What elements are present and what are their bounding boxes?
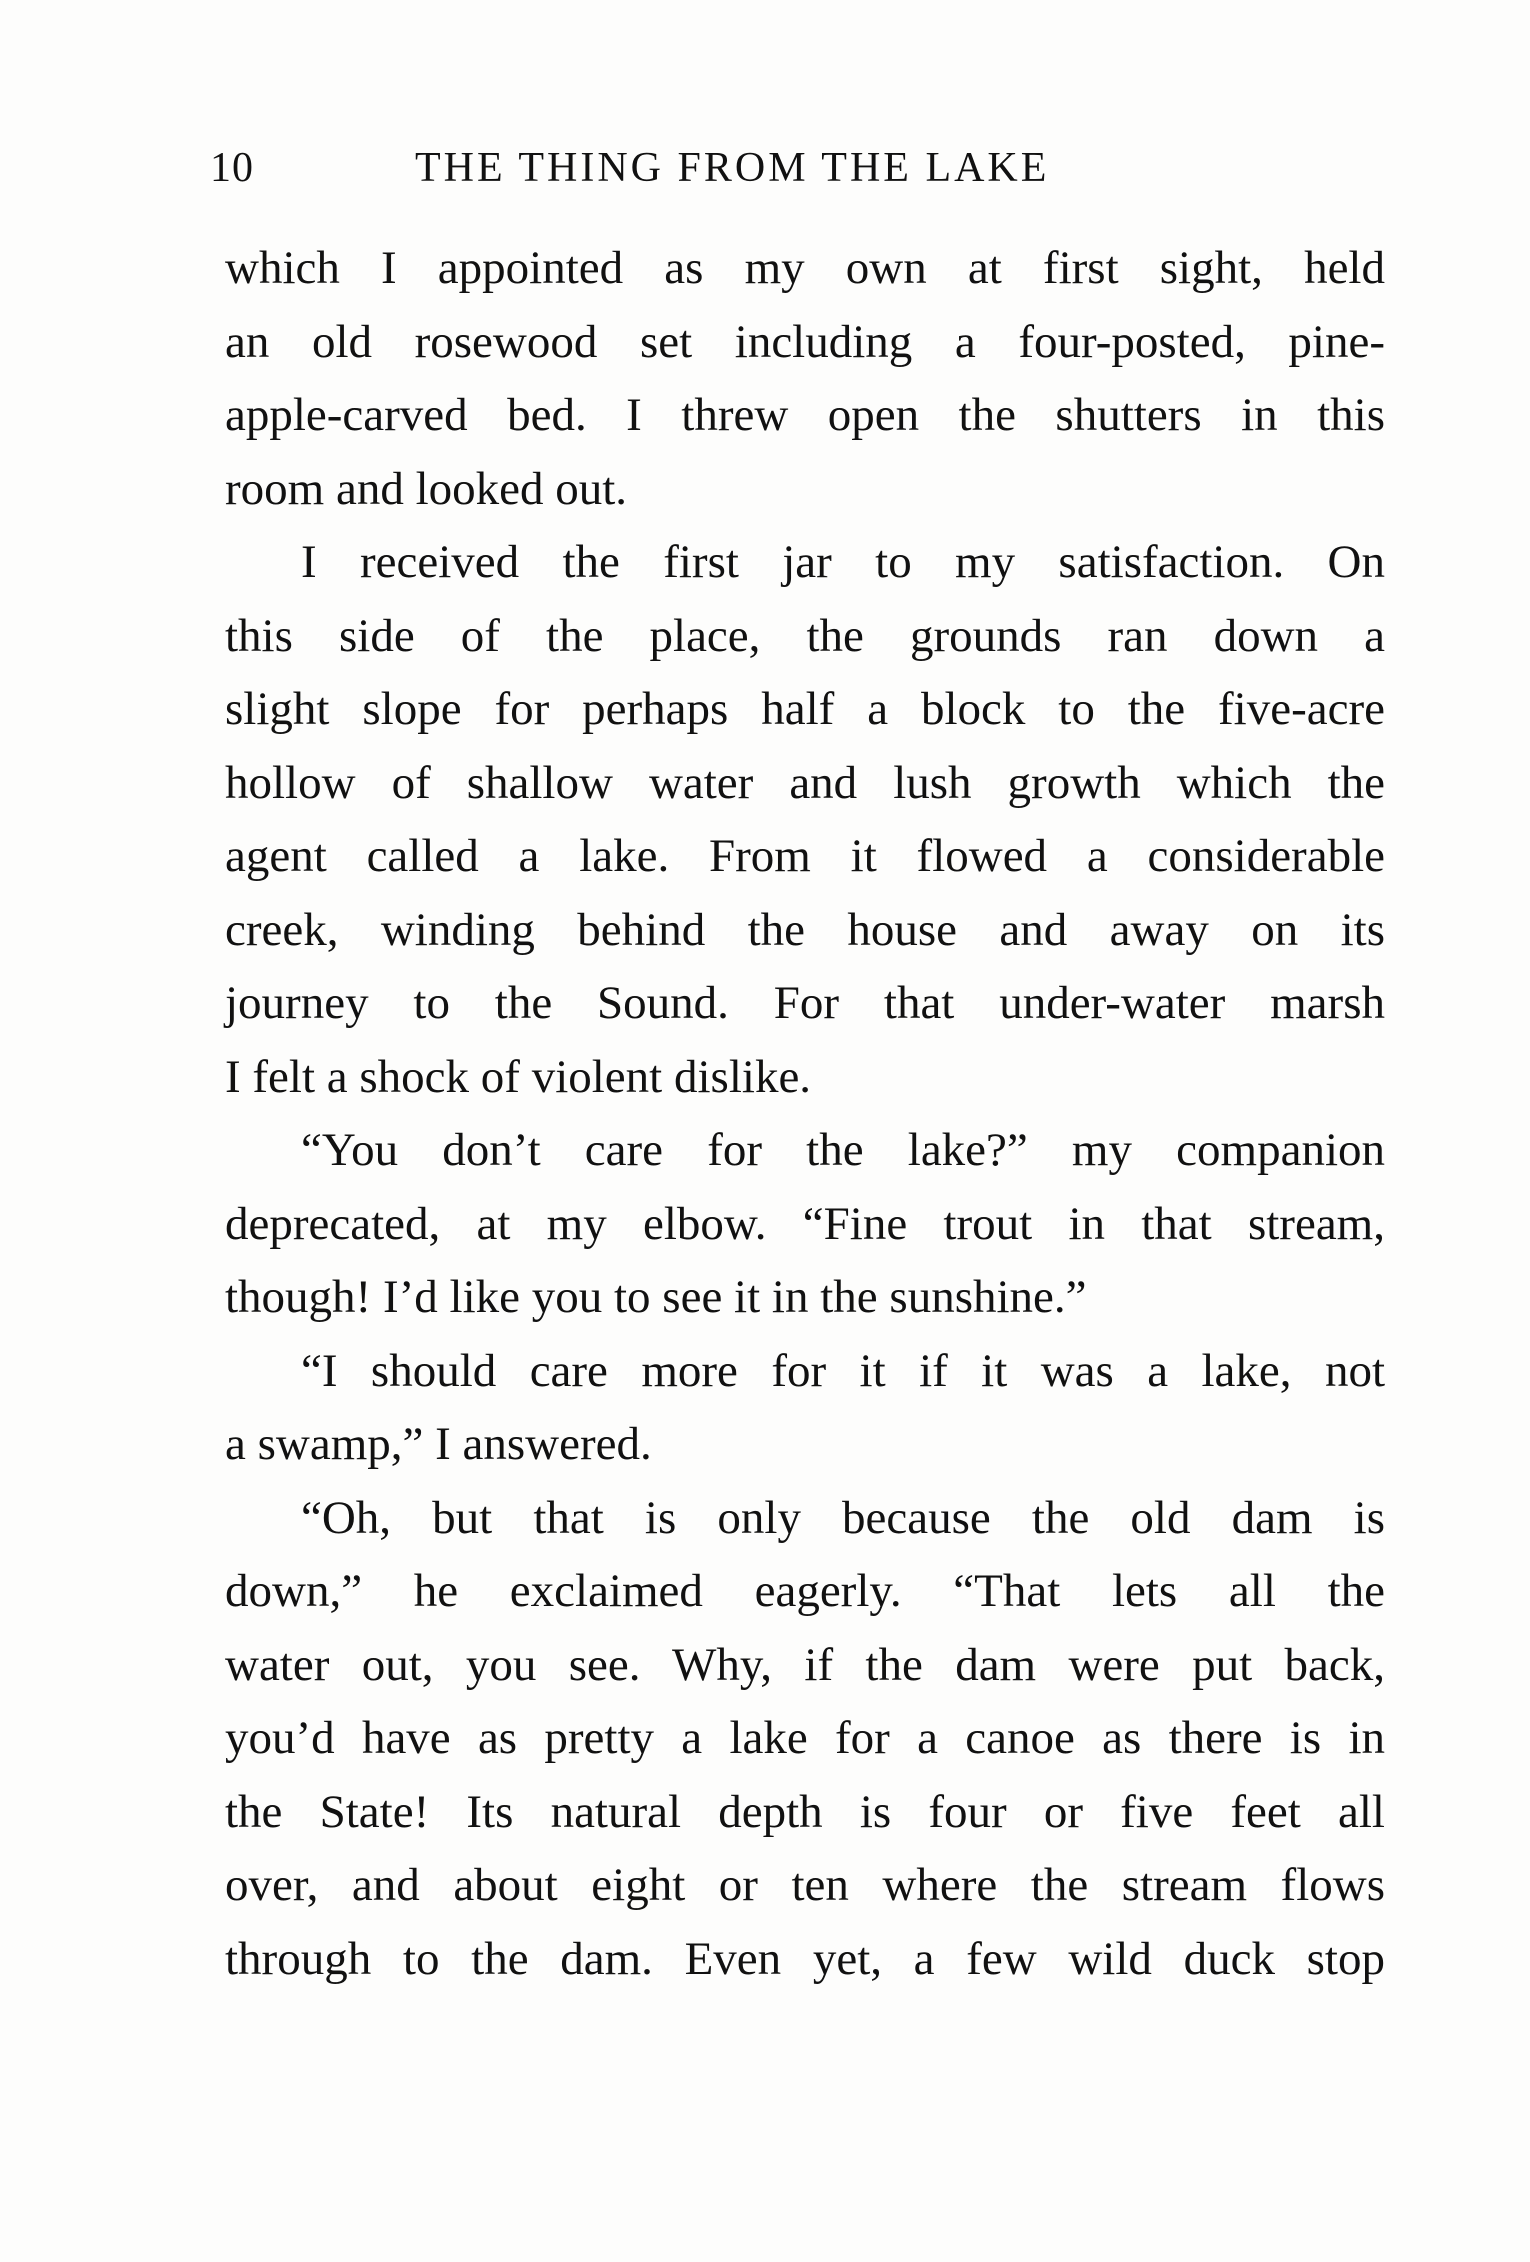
text-line-content: hollow of shallow water and lush growth which the	[225, 756, 1385, 809]
text-line-content: journey to the Sound. For that under-water marsh	[225, 977, 1385, 1029]
text-line	[225, 1776, 1385, 1850]
text-line	[225, 1408, 1385, 1482]
text-line-content: “I should care more for it if it was a lake, not	[301, 1344, 1385, 1397]
page-number: 10	[210, 145, 254, 191]
text-line-content: water out, you see. Why, if the dam were put back,	[225, 1638, 1385, 1691]
text-line-content: deprecated, at my elbow. “Fine trout in that stream,	[225, 1197, 1385, 1250]
text-line-content: over, and about eight or ten where the stream flows	[225, 1859, 1385, 1911]
text-line-content: I received the first jar to my satisfaction. On	[301, 536, 1385, 588]
text-line	[225, 1702, 1385, 1776]
text-line	[225, 453, 1385, 527]
text-line	[225, 1041, 1385, 1115]
text-line	[225, 1188, 1385, 1262]
text-line	[225, 1482, 1385, 1556]
text-line	[225, 1849, 1385, 1923]
text-line-content: which I appointed as my own at first sight, held	[225, 242, 1385, 294]
text-line	[225, 1261, 1385, 1335]
text-line-content: through to the dam. Even yet, a few wild duck stop	[225, 1932, 1385, 1985]
text-line-content: I felt a shock of violent dislike.	[225, 1050, 812, 1103]
page-header	[210, 140, 1390, 196]
text-line-content: the State! Its natural depth is four or five feet all	[225, 1785, 1385, 1838]
text-line	[225, 1923, 1385, 1997]
running-title: THE THING FROM THE LAKE	[415, 145, 1050, 191]
text-line-content: room and looked out.	[225, 462, 628, 515]
text-line-content: down,” he exclaimed eagerly. “That lets all the	[225, 1565, 1385, 1617]
text-line-content: an old rosewood set including a four-posted, pine-	[225, 315, 1385, 368]
text-line	[225, 1114, 1385, 1188]
text-line	[225, 600, 1385, 674]
text-line	[225, 1555, 1385, 1629]
text-line	[225, 894, 1385, 968]
text-line-content: though! I’d like you to see it in the sunshine.”	[225, 1271, 1087, 1323]
text-line	[225, 526, 1385, 600]
text-line-content: slight slope for perhaps half a block to the five-acre	[225, 683, 1385, 735]
text-line	[225, 232, 1385, 306]
text-line-content: agent called a lake. From it flowed a considerable	[225, 830, 1385, 882]
text-line-content: “You don’t care for the lake?” my companion	[301, 1124, 1385, 1176]
text-line	[225, 747, 1385, 821]
text-line	[225, 820, 1385, 894]
text-line	[225, 1335, 1385, 1409]
text-line-content: “Oh, but that is only because the old dam is	[301, 1491, 1385, 1544]
text-line	[225, 1629, 1385, 1703]
text-line-content: a swamp,” I answered.	[225, 1418, 652, 1470]
body-text	[225, 232, 1385, 1996]
text-line	[225, 673, 1385, 747]
text-line	[225, 306, 1385, 380]
text-line-content: you’d have as pretty a lake for a canoe as there is in	[225, 1712, 1385, 1764]
text-line-content: apple-carved bed. I threw open the shutters in this	[225, 389, 1385, 441]
text-line	[225, 379, 1385, 453]
text-line-content: creek, winding behind the house and away on its	[225, 903, 1385, 956]
text-line	[225, 967, 1385, 1041]
text-line-content: this side of the place, the grounds ran down a	[225, 609, 1385, 662]
